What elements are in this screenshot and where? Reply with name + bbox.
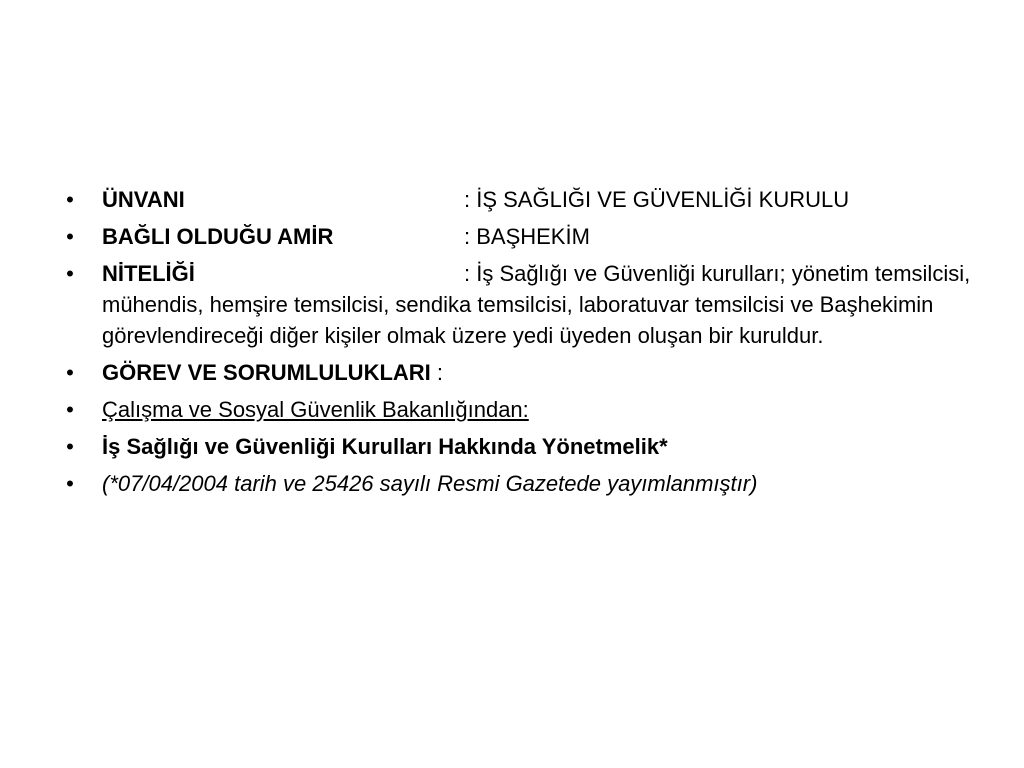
- yonetmelik-text: İş Sağlığı ve Güvenliği Kurulları Hakkında Yönetmelik*: [102, 434, 668, 459]
- bagli-oldugu-amir-value: : BAŞHEKİM: [464, 224, 590, 249]
- list-item-bakanlik: [56, 394, 986, 425]
- list-item-niteligi: [56, 258, 986, 351]
- bagli-oldugu-amir-label: BAĞLI OLDUĞU AMİR: [102, 224, 334, 249]
- bullet-icon: •: [66, 397, 74, 422]
- niteligi-value-line1: : İş Sağlığı ve Güvenliği kurulları;: [464, 261, 786, 286]
- gorev-label: GÖREV VE SORUMLULUKLARI: [102, 360, 431, 385]
- bullet-icon: •: [66, 187, 74, 212]
- list-item-yonetmelik: [56, 431, 986, 462]
- gorev-suffix: :: [430, 360, 444, 385]
- bullet-icon: •: [66, 261, 74, 286]
- bullet-icon: •: [66, 224, 74, 249]
- list-item-unvani: [56, 184, 986, 215]
- list-item-gazete: [56, 468, 986, 499]
- list-item-bagli-oldugu-amir: [56, 221, 986, 252]
- bakanlik-text: Çalışma ve Sosyal Güvenlik Bakanlığından:: [102, 397, 529, 422]
- unvani-label: ÜNVANI: [102, 187, 185, 212]
- niteligi-value-rest: yönetim temsilcisi, mühendis, hemşire temsilcisi, sendika temsilcisi, laboratuvar temsilcisi ve Başhekimin görevlendireceği diğer kişiler olmak üzere yedi üyeden oluşan bir kuruldur.: [102, 261, 971, 348]
- bullet-icon: •: [66, 434, 74, 459]
- bullet-list: [56, 184, 986, 505]
- unvani-value: : İŞ SAĞLIĞI VE GÜVENLİĞİ KURULU: [464, 187, 850, 212]
- niteligi-label: NİTELİĞİ: [102, 261, 195, 286]
- gazete-text: (*07/04/2004 tarih ve 25426 sayılı Resmi Gazetede yayımlanmıştır): [102, 471, 758, 496]
- list-item-gorev: [56, 357, 986, 388]
- bullet-icon: •: [66, 360, 74, 385]
- bullet-icon: •: [66, 471, 74, 496]
